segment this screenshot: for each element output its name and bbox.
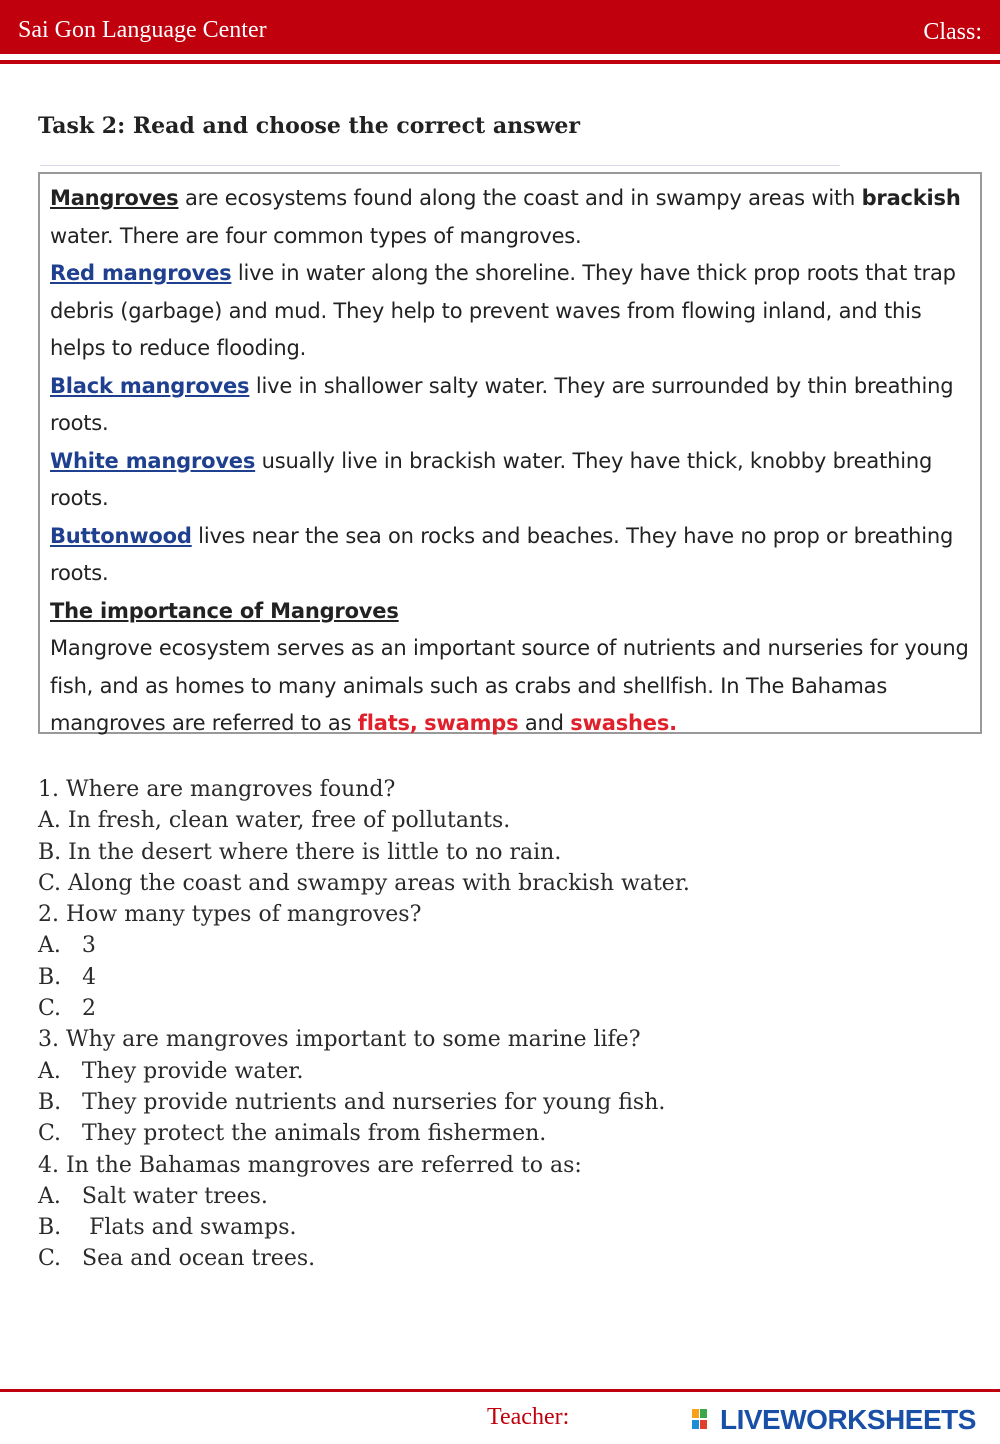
kw-black-mangroves: Black mangroves — [50, 373, 250, 398]
q4-option-b[interactable]: B. Flats and swamps. — [38, 1215, 297, 1241]
question-list — [38, 774, 690, 1275]
class-label: Class: — [923, 19, 982, 45]
question-4: 4. In the Bahamas mangroves are referred to as: — [38, 1152, 582, 1178]
kw-flats: flats, — [357, 711, 418, 735]
brand-text: LIVEWORKSHEETS — [720, 1404, 976, 1435]
importance-heading: The importance of Mangroves — [50, 598, 399, 623]
teacher-label: Teacher: — [487, 1404, 570, 1430]
passage-importance-heading — [50, 593, 970, 631]
q1-option-a[interactable]: A. In fresh, clean water, free of pollutants. — [38, 808, 511, 834]
kw-red-mangroves: Red mangroves — [50, 261, 232, 285]
question-3: 3. Why are mangroves important to some marine life? — [38, 1027, 641, 1053]
q4-option-c[interactable]: C. Sea and ocean trees. — [38, 1246, 316, 1272]
q3-option-c[interactable]: C. They protect the animals from fishermen. — [38, 1121, 547, 1147]
header-divider — [0, 60, 1000, 64]
kw-buttonwood: Buttonwood — [50, 523, 192, 548]
passage-text: lives near the sea on rocks and beaches. They have no prop or breathing roots. — [50, 523, 954, 585]
brand-logo — [692, 1404, 976, 1438]
q2-option-c[interactable]: C. 2 — [38, 996, 97, 1022]
passage-white — [50, 443, 970, 518]
header-bar — [0, 0, 1000, 54]
center-name: Sai Gon Language Center — [18, 17, 267, 43]
passage-text: live in shallower salty water. They are surrounded by thin breathing roots. — [50, 373, 954, 435]
passage-importance — [50, 630, 970, 743]
passage-red — [50, 255, 970, 368]
liveworksheets-logo-icon — [692, 1406, 716, 1438]
passage-top-divider — [40, 165, 840, 166]
kw-white-mangroves: White mangroves — [50, 448, 256, 473]
reading-passage — [38, 172, 982, 734]
question-1: 1. Where are mangroves found? — [38, 777, 396, 802]
q1-option-c[interactable]: C. Along the coast and swampy areas with brackish water. — [38, 870, 690, 896]
q1-option-b[interactable]: B. In the desert where there is little to no rain. — [38, 839, 562, 865]
q2-option-b[interactable]: B. 4 — [38, 964, 97, 990]
kw-swashes: swashes. — [570, 711, 677, 735]
passage-text: and — [518, 711, 571, 735]
passage-intro — [50, 180, 970, 255]
passage-text: usually live in brackish water. They have thick, knobby breathing roots. — [50, 448, 933, 510]
q4-option-a[interactable]: A. Salt water trees. — [38, 1183, 268, 1209]
passage-text: Mangrove ecosystem serves as an important source of nutrients and nurseries for young fish, and as homes to many animals such as crabs and shellfish. In The Bahamas mangroves are referred to as — [50, 636, 969, 735]
footer-divider — [0, 1389, 1000, 1392]
kw-brackish: brackish — [861, 186, 961, 210]
q3-option-b[interactable]: B. They provide nutrients and nurseries for young fish. — [38, 1089, 666, 1115]
passage-buttonwood — [50, 518, 970, 593]
passage-text: are ecosystems found along the coast and in swampy areas with — [178, 186, 862, 210]
task-title: Task 2: Read and choose the correct answer — [38, 113, 580, 139]
kw-swamps: swamps — [424, 711, 519, 735]
passage-text: live in water along the shoreline. They have thick prop roots that trap debris (garbage) and mud. They help to prevent waves from flowing inland, and this helps to reduce flooding. — [50, 261, 956, 360]
passage-black — [50, 368, 970, 443]
kw-mangroves: Mangroves — [50, 186, 179, 210]
q3-option-a[interactable]: A. They provide water. — [38, 1058, 304, 1084]
q2-option-a[interactable]: A. 3 — [38, 933, 96, 959]
passage-text: water. There are four common types of mangroves. — [50, 223, 582, 248]
question-2: 2. How many types of mangroves? — [38, 902, 422, 928]
